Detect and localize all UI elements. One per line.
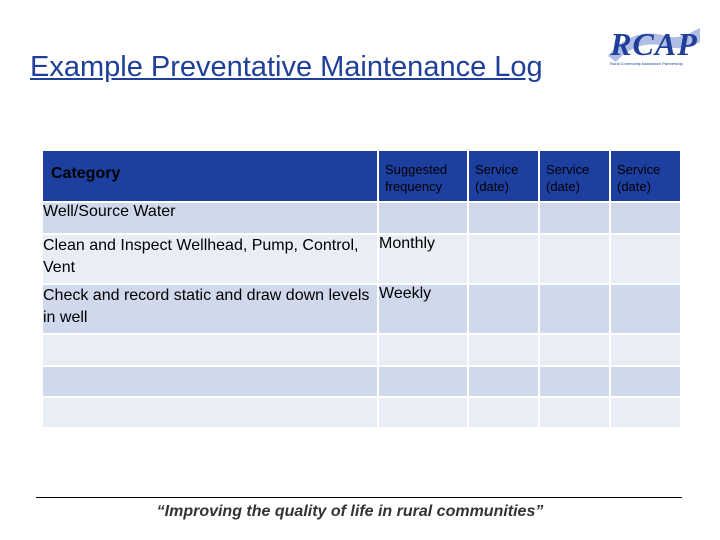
footer-divider xyxy=(36,497,682,498)
table-cell xyxy=(469,285,538,333)
section-label: Well/Source Water xyxy=(43,203,377,233)
table-row-empty xyxy=(43,335,680,365)
table-cell xyxy=(469,235,538,283)
table-cell xyxy=(611,367,680,396)
header-category: Category xyxy=(43,151,377,201)
logo-wordmark: RCAP xyxy=(610,26,698,62)
table-cell xyxy=(611,398,680,427)
task-cell: Clean and Inspect Wellhead, Pump, Control, Vent xyxy=(43,235,377,283)
maintenance-log-table xyxy=(41,149,682,429)
footer-slogan: “Improving the quality of life in rural communities” xyxy=(156,503,544,520)
table-cell xyxy=(379,335,467,365)
table-cell xyxy=(379,367,467,396)
table-cell xyxy=(540,285,609,333)
table-cell xyxy=(611,235,680,283)
table-cell xyxy=(43,335,377,365)
table-cell xyxy=(469,398,538,427)
frequency-cell: Weekly xyxy=(379,285,467,333)
task-cell: Check and record static and draw down levels in well xyxy=(43,285,377,333)
table-cell xyxy=(611,285,680,333)
header-frequency: Suggested frequency xyxy=(379,151,467,201)
table-cell xyxy=(379,203,467,233)
table-cell xyxy=(43,367,377,396)
table-cell xyxy=(379,398,467,427)
table-cell xyxy=(611,203,680,233)
table-cell xyxy=(469,367,538,396)
header-service-1: Service (date) xyxy=(469,151,538,201)
header-service-2: Service (date) xyxy=(540,151,609,201)
table-row-empty xyxy=(43,367,680,396)
table-cell xyxy=(43,398,377,427)
rcap-logo xyxy=(606,26,702,72)
table-row-section xyxy=(43,203,680,233)
table-cell xyxy=(540,235,609,283)
table-row xyxy=(43,285,680,333)
header-service-3: Service (date) xyxy=(611,151,680,201)
page-title: Example Preventative Maintenance Log xyxy=(30,51,543,83)
table-cell xyxy=(540,335,609,365)
table-row-empty xyxy=(43,398,680,427)
table-cell xyxy=(540,398,609,427)
table-header-row xyxy=(43,151,680,201)
table-cell xyxy=(540,367,609,396)
table-row xyxy=(43,235,680,283)
table-cell xyxy=(469,203,538,233)
table-cell xyxy=(611,335,680,365)
table-cell xyxy=(540,203,609,233)
table-cell xyxy=(469,335,538,365)
frequency-cell: Monthly xyxy=(379,235,467,283)
logo-subtitle: Rural Community Assistance Partnership xyxy=(610,61,683,66)
